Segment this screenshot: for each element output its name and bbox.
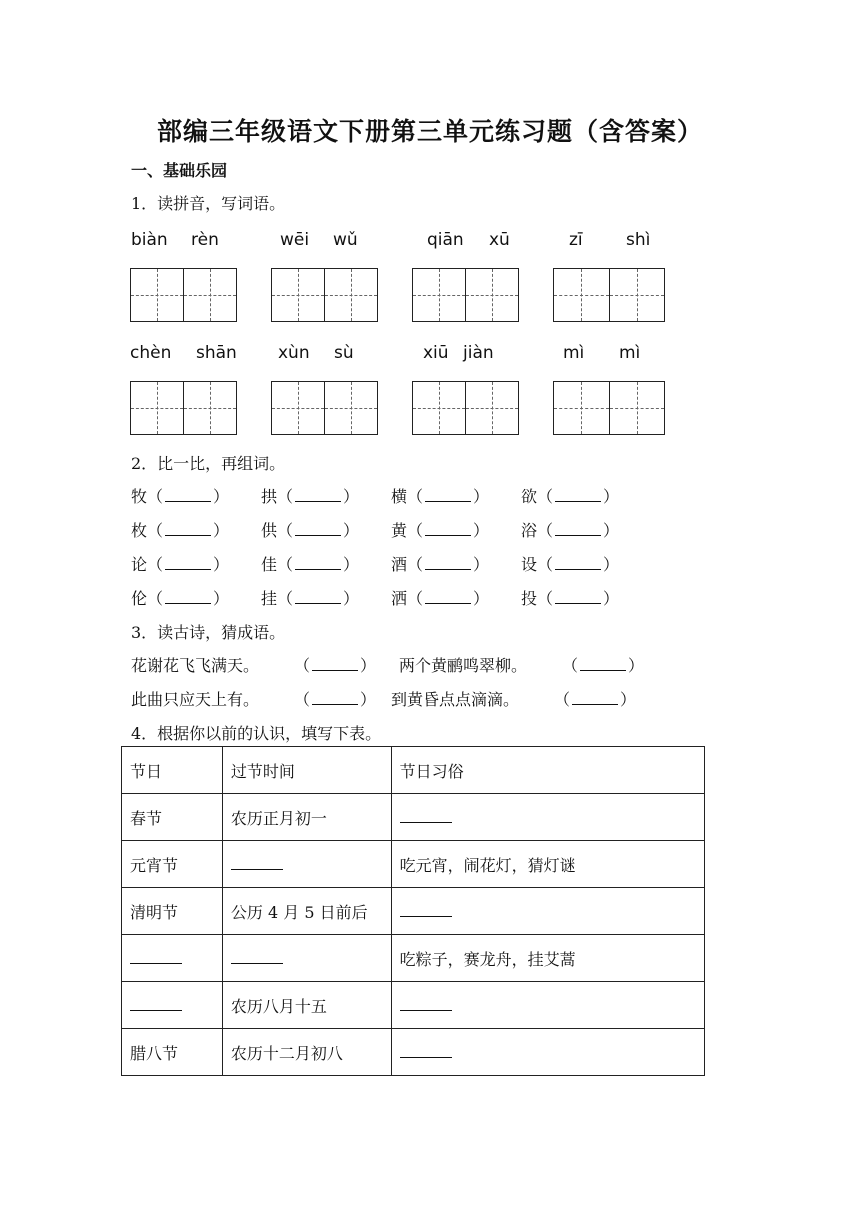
pinyin-syllable: mì <box>619 343 641 363</box>
grid-cell[interactable] <box>609 269 665 321</box>
compare-item: 黄（ ） <box>391 521 490 540</box>
pinyin-syllable: wēi <box>280 230 310 250</box>
table-row <box>122 794 705 841</box>
character: 横 <box>391 487 408 506</box>
answer-cell[interactable] <box>122 935 223 982</box>
grid-cell[interactable] <box>413 269 465 321</box>
answer-blank[interactable] <box>165 589 211 604</box>
answer-blank[interactable] <box>555 555 601 570</box>
compare-item: 洒（ ） <box>391 589 490 608</box>
answer-blank[interactable] <box>572 690 618 705</box>
section-heading: 一、基础乐园 <box>131 161 228 180</box>
character: 欲 <box>521 487 538 506</box>
grid-cell[interactable] <box>609 382 665 434</box>
answer-blank[interactable] <box>165 555 211 570</box>
header-cell: 节日习俗 <box>391 747 704 794</box>
grid-cell[interactable] <box>413 382 465 434</box>
table-row <box>122 935 705 982</box>
idiom-answer: （ ） <box>294 690 377 709</box>
grid-cell[interactable] <box>272 269 324 321</box>
answer-blank[interactable] <box>400 808 452 823</box>
festival-custom: 吃元宵，闹花灯，猜灯谜 <box>391 841 704 888</box>
character: 供 <box>261 521 278 540</box>
character: 洒 <box>391 589 408 608</box>
answer-blank[interactable] <box>425 555 471 570</box>
grid-cell[interactable] <box>554 382 609 434</box>
idiom-answer: （ ） <box>554 690 637 709</box>
answer-cell[interactable] <box>122 982 223 1029</box>
grid-cell[interactable] <box>131 382 183 434</box>
character: 论 <box>131 555 148 574</box>
pinyin-syllable: jiàn <box>463 343 494 363</box>
grid-cell[interactable] <box>554 269 609 321</box>
character: 牧 <box>131 487 148 506</box>
compare-item: 拱（ ） <box>261 487 360 506</box>
table-row <box>122 841 705 888</box>
compare-item: 枚（ ） <box>131 521 230 540</box>
grid-cell[interactable] <box>465 269 518 321</box>
festival-date: 公历 4 月 5 日前后 <box>222 888 391 935</box>
character: 伦 <box>131 589 148 608</box>
grid-cell[interactable] <box>183 269 236 321</box>
festival-name: 腊八节 <box>122 1029 223 1076</box>
compare-item: 挂（ ） <box>261 589 360 608</box>
answer-blank[interactable] <box>400 902 452 917</box>
answer-blank[interactable] <box>555 487 601 502</box>
grid-cell[interactable] <box>465 382 518 434</box>
character: 挂 <box>261 589 278 608</box>
poem-line: 两个黄鹂鸣翠柳。 <box>399 656 528 675</box>
character: 酒 <box>391 555 408 574</box>
writing-grid[interactable] <box>412 268 519 322</box>
answer-cell[interactable] <box>222 935 391 982</box>
pinyin-syllable: biàn <box>131 230 168 250</box>
poem-line: 此曲只应天上有。 <box>131 690 260 709</box>
answer-blank[interactable] <box>312 656 358 671</box>
answer-blank[interactable] <box>295 555 341 570</box>
festival-date: 农历十二月初八 <box>222 1029 391 1076</box>
header-cell: 过节时间 <box>222 747 391 794</box>
header-cell: 节日 <box>122 747 223 794</box>
character: 黄 <box>391 521 408 540</box>
table-row <box>122 1029 705 1076</box>
pinyin-syllable: rèn <box>191 230 219 250</box>
answer-blank[interactable] <box>555 521 601 536</box>
compare-item: 伦（ ） <box>131 589 230 608</box>
character: 佳 <box>261 555 278 574</box>
pinyin-syllable: shì <box>626 230 651 250</box>
answer-blank[interactable] <box>580 656 626 671</box>
answer-blank[interactable] <box>425 487 471 502</box>
table-row <box>122 888 705 935</box>
answer-cell[interactable] <box>391 982 704 1029</box>
table-row <box>122 982 705 1029</box>
writing-grid[interactable] <box>271 268 378 322</box>
writing-grid[interactable] <box>130 268 237 322</box>
answer-blank[interactable] <box>165 521 211 536</box>
answer-blank[interactable] <box>312 690 358 705</box>
writing-grid[interactable] <box>271 381 378 435</box>
character: 拱 <box>261 487 278 506</box>
grid-cell[interactable] <box>324 269 377 321</box>
festival-custom: 吃粽子，赛龙舟，挂艾蒿 <box>391 935 704 982</box>
answer-blank[interactable] <box>231 949 283 964</box>
table-header-row <box>122 747 705 794</box>
festival-name: 春节 <box>122 794 223 841</box>
grid-cell[interactable] <box>131 269 183 321</box>
compare-item: 横（ ） <box>391 487 490 506</box>
pinyin-syllable: sù <box>334 343 354 363</box>
answer-blank[interactable] <box>130 996 182 1011</box>
answer-blank[interactable] <box>295 521 341 536</box>
answer-cell[interactable] <box>222 841 391 888</box>
grid-cell[interactable] <box>183 382 236 434</box>
question-1-prompt: 1．读拼音，写词语。 <box>131 194 286 213</box>
pinyin-syllable: mì <box>563 343 585 363</box>
character: 设 <box>521 555 538 574</box>
page-title: 部编三年级语文下册第三单元练习题（含答案） <box>156 117 703 146</box>
question-3-prompt: 3．读古诗，猜成语。 <box>131 623 286 642</box>
festival-date: 农历正月初一 <box>222 794 391 841</box>
festival-name: 清明节 <box>122 888 223 935</box>
festival-date: 农历八月十五 <box>222 982 391 1029</box>
festival-name: 元宵节 <box>122 841 223 888</box>
question-2-prompt: 2．比一比，再组词。 <box>131 454 286 473</box>
pinyin-syllable: shān <box>196 343 237 363</box>
pinyin-syllable: xū <box>489 230 510 250</box>
compare-item: 佳（ ） <box>261 555 360 574</box>
writing-grid[interactable] <box>130 381 237 435</box>
compare-item: 酒（ ） <box>391 555 490 574</box>
idiom-answer: （ ） <box>562 656 645 675</box>
compare-item: 设（ ） <box>521 555 620 574</box>
pinyin-syllable: chèn <box>130 343 172 363</box>
compare-item: 牧（ ） <box>131 487 230 506</box>
compare-item: 论（ ） <box>131 555 230 574</box>
answer-blank[interactable] <box>400 1043 452 1058</box>
compare-item: 浴（ ） <box>521 521 620 540</box>
compare-item: 供（ ） <box>261 521 360 540</box>
answer-blank[interactable] <box>165 487 211 502</box>
writing-grid[interactable] <box>553 268 665 322</box>
answer-cell[interactable] <box>391 888 704 935</box>
pinyin-syllable: wǔ <box>333 230 358 250</box>
grid-cell[interactable] <box>324 382 377 434</box>
writing-grid[interactable] <box>553 381 665 435</box>
answer-blank[interactable] <box>400 996 452 1011</box>
idiom-answer: （ ） <box>294 656 377 675</box>
answer-blank[interactable] <box>425 521 471 536</box>
question-4-prompt: 4．根据你以前的认识，填写下表。 <box>131 724 382 743</box>
poem-line: 花谢花飞飞满天。 <box>131 656 260 675</box>
pinyin-syllable: zī <box>569 230 583 250</box>
character: 浴 <box>521 521 538 540</box>
character: 枚 <box>131 521 148 540</box>
answer-blank[interactable] <box>231 855 283 870</box>
compare-item: 欲（ ） <box>521 487 620 506</box>
pinyin-syllable: xùn <box>278 343 310 363</box>
answer-blank[interactable] <box>130 949 182 964</box>
writing-grid[interactable] <box>412 381 519 435</box>
pinyin-syllable: xiū <box>423 343 449 363</box>
answer-cell[interactable] <box>391 1029 704 1076</box>
answer-blank[interactable] <box>295 487 341 502</box>
poem-line: 到黄昏点点滴滴。 <box>391 690 520 709</box>
festival-table <box>121 746 705 1076</box>
answer-blank[interactable] <box>295 589 341 604</box>
answer-blank[interactable] <box>425 589 471 604</box>
character: 投 <box>521 589 538 608</box>
grid-cell[interactable] <box>272 382 324 434</box>
answer-blank[interactable] <box>555 589 601 604</box>
compare-item: 投（ ） <box>521 589 620 608</box>
pinyin-syllable: qiān <box>427 230 464 250</box>
answer-cell[interactable] <box>391 794 704 841</box>
